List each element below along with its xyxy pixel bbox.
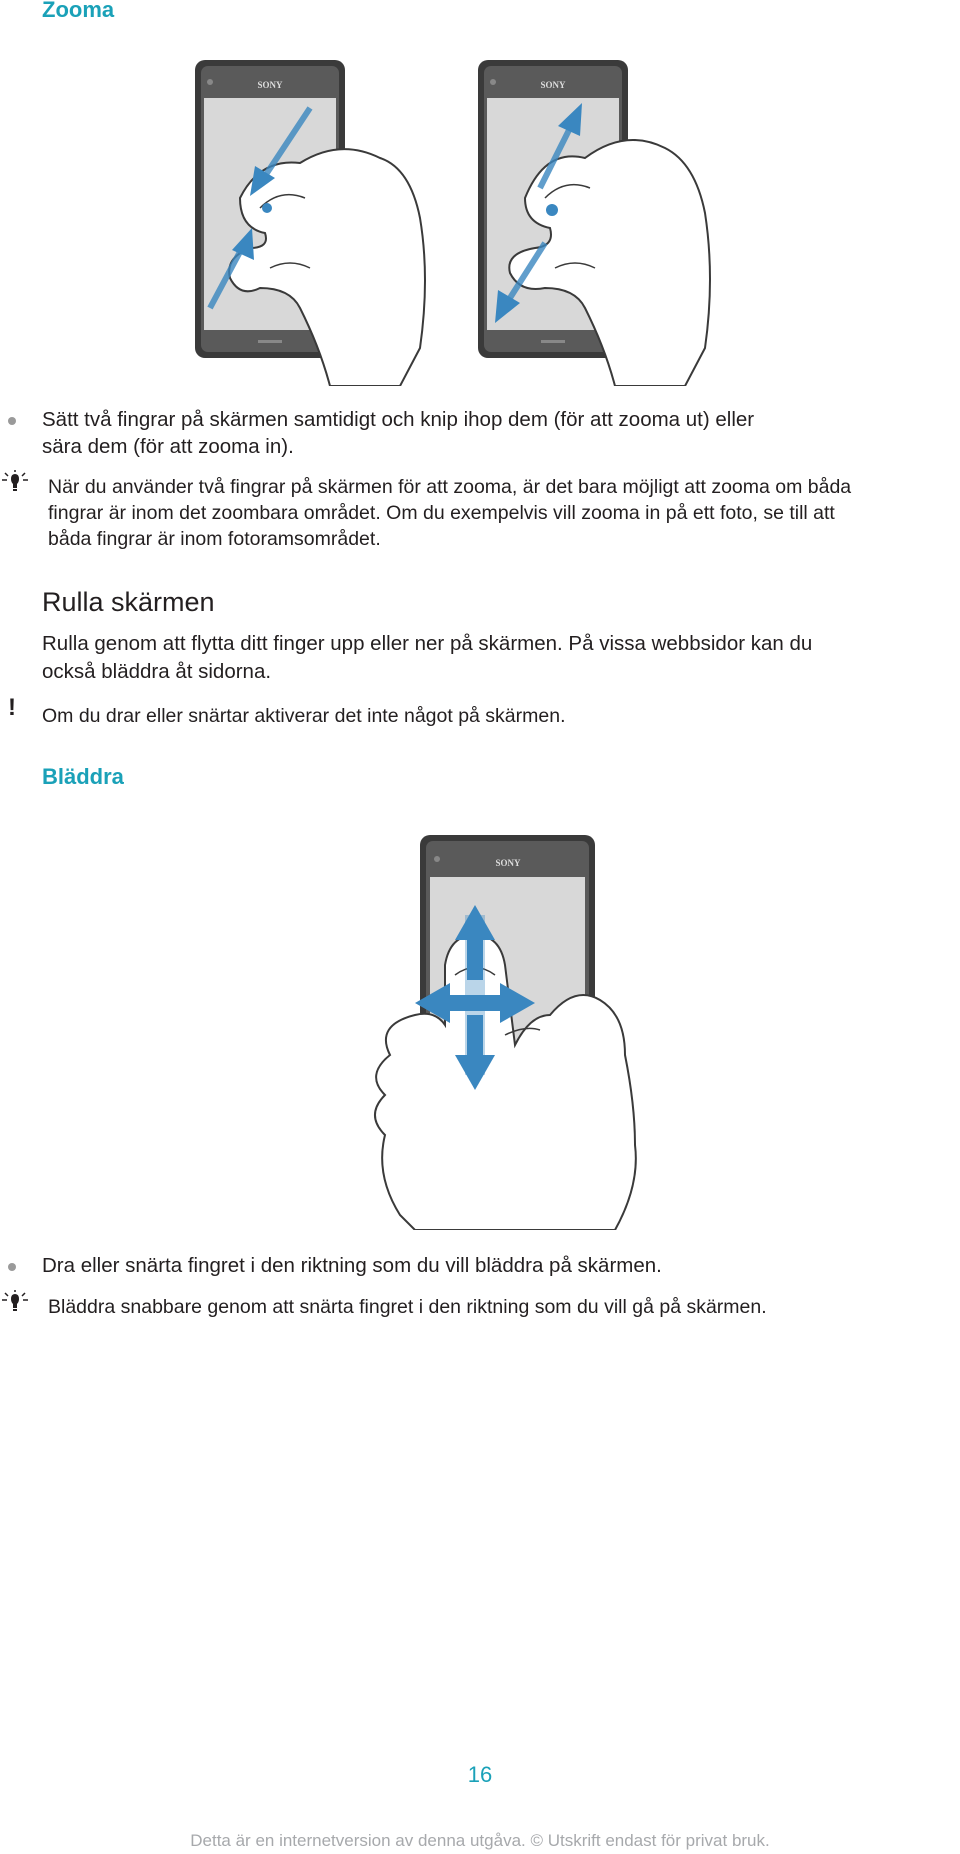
zoom-illustration — [170, 48, 850, 386]
section-heading-zoom: Zooma — [42, 0, 115, 22]
bullet-marker — [8, 417, 16, 425]
flick-instruction: Dra eller snärta fingret i den riktning som du vill bläddra på skärmen. — [42, 1254, 662, 1277]
scroll-description-line1: Rulla genom att flytta ditt finger upp eller ner på skärmen. På vissa webbsidor kan du — [42, 632, 813, 655]
zoom-instruction-line1: Sätt två fingrar på skärmen samtidigt och knip ihop dem (för att zooma ut) eller — [42, 408, 755, 431]
phone-brand-label: SONY — [495, 858, 521, 868]
phone-brand-label: SONY — [540, 80, 566, 90]
phone-pinch-out — [478, 60, 710, 386]
zoom-tip-line2: fingrar är inom det zoombara området. Om du exempelvis vill zooma in på ett foto, se till att — [48, 502, 835, 524]
section-heading-scroll: Rulla skärmen — [42, 587, 215, 617]
zoom-tip-line1: När du använder två fingrar på skärmen för att zooma, är det bara möjligt att zooma om båda — [48, 476, 852, 498]
lightbulb-icon — [0, 1290, 28, 1316]
phone-pinch-in — [195, 60, 425, 386]
flick-illustration — [355, 815, 665, 1230]
section-heading-flick: Bläddra — [42, 764, 124, 789]
lightbulb-icon — [0, 470, 28, 496]
zoom-tip-line3: båda fingrar är inom fotoramsområdet. — [48, 528, 381, 550]
scroll-note: Om du drar eller snärtar aktiverar det inte något på skärmen. — [42, 705, 566, 727]
page-number: 16 — [467, 1762, 493, 1787]
footer-notice: Detta är en internetversion av denna utgåva. © Utskrift endast för privat bruk. — [190, 1831, 770, 1850]
zoom-instruction-line2: sära dem (för att zooma in). — [42, 435, 294, 458]
exclamation-icon: ! — [8, 694, 16, 721]
scroll-description-line2: också bläddra åt sidorna. — [42, 660, 272, 683]
phone-brand-label: SONY — [257, 80, 283, 90]
flick-tip: Bläddra snabbare genom att snärta fingret i den riktning som du vill gå på skärmen. — [48, 1296, 767, 1318]
bullet-marker — [8, 1263, 16, 1271]
